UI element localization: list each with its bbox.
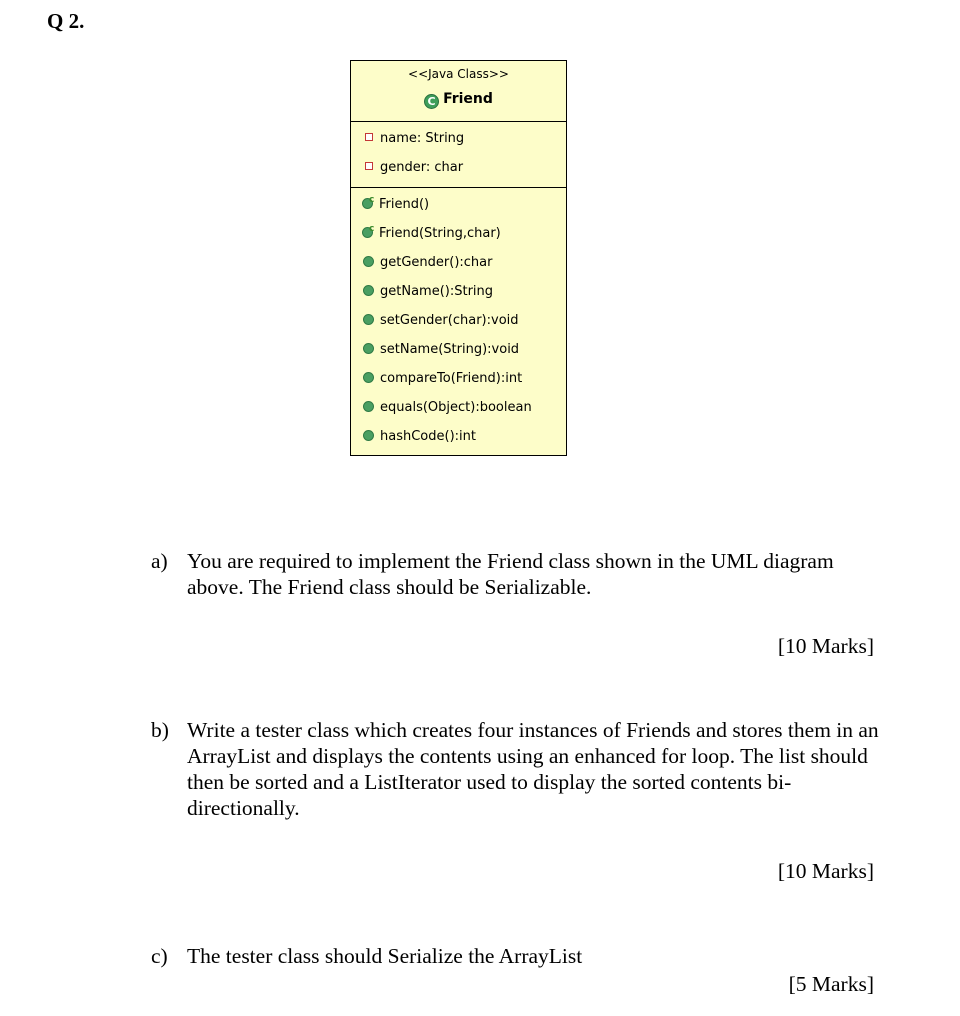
constructor-row [362, 226, 501, 242]
constructor-label: Friend() [379, 197, 430, 212]
uml-attributes [351, 122, 566, 188]
method-label: equals(Object):boolean [380, 400, 532, 415]
question-b [151, 717, 891, 821]
uml-class-title [351, 91, 566, 109]
method-row [363, 342, 519, 358]
attribute-row [365, 131, 464, 147]
marks-b: [10 Marks] [777, 859, 874, 883]
marks-c: [5 Marks] [788, 972, 874, 996]
public-method-icon [363, 285, 374, 296]
question-c [151, 943, 891, 969]
public-method-icon [363, 401, 374, 412]
public-method-icon [363, 372, 374, 383]
attribute-label: name: String [380, 131, 465, 146]
method-row [363, 429, 476, 445]
question-text: The tester class should Serialize the ArrayList [187, 944, 583, 968]
uml-operations [351, 188, 566, 456]
public-method-icon [363, 314, 374, 325]
private-field-icon [365, 133, 373, 141]
uml-header [351, 61, 566, 122]
method-label: getName():String [380, 284, 494, 299]
question-label: b) [151, 718, 169, 742]
public-method-icon [363, 256, 374, 267]
method-row [363, 284, 493, 300]
question-text: You are required to implement the Friend class shown in the UML diagram above. The Friend class should be Serializable. [187, 549, 834, 599]
marks-a: [10 Marks] [777, 634, 874, 658]
question-a [151, 548, 891, 600]
constructor-row [362, 197, 429, 213]
method-label: hashCode():int [380, 429, 476, 444]
method-label: setName(String):void [380, 342, 520, 357]
question-number-heading: Q 2. [47, 9, 85, 33]
attribute-label: gender: char [380, 160, 464, 175]
method-row [363, 255, 492, 271]
constructor-icon: c [362, 197, 376, 209]
attribute-row [365, 160, 463, 176]
method-row [363, 313, 519, 329]
question-label: a) [151, 549, 168, 573]
private-field-icon [365, 162, 373, 170]
question-label: c) [151, 944, 168, 968]
class-icon: C [424, 94, 439, 109]
method-label: setGender(char):void [380, 313, 519, 328]
public-method-icon [363, 343, 374, 354]
uml-stereotype: <<Java Class>> [408, 67, 509, 81]
method-row [363, 371, 522, 387]
method-label: getGender():char [380, 255, 493, 270]
constructor-label: Friend(String,char) [379, 226, 501, 241]
constructor-icon: c [362, 226, 376, 238]
method-row [363, 400, 532, 416]
uml-class-diagram [350, 60, 567, 456]
public-method-icon [363, 430, 374, 441]
uml-class-name: Friend [443, 91, 493, 107]
question-text: Write a tester class which creates four instances of Friends and stores them in an ArrayList and displays the contents using an enhanced for loop. The list should then be sorted and a ListIterator used to display the sorted contents bi-directionally. [187, 718, 879, 820]
method-label: compareTo(Friend):int [380, 371, 523, 386]
